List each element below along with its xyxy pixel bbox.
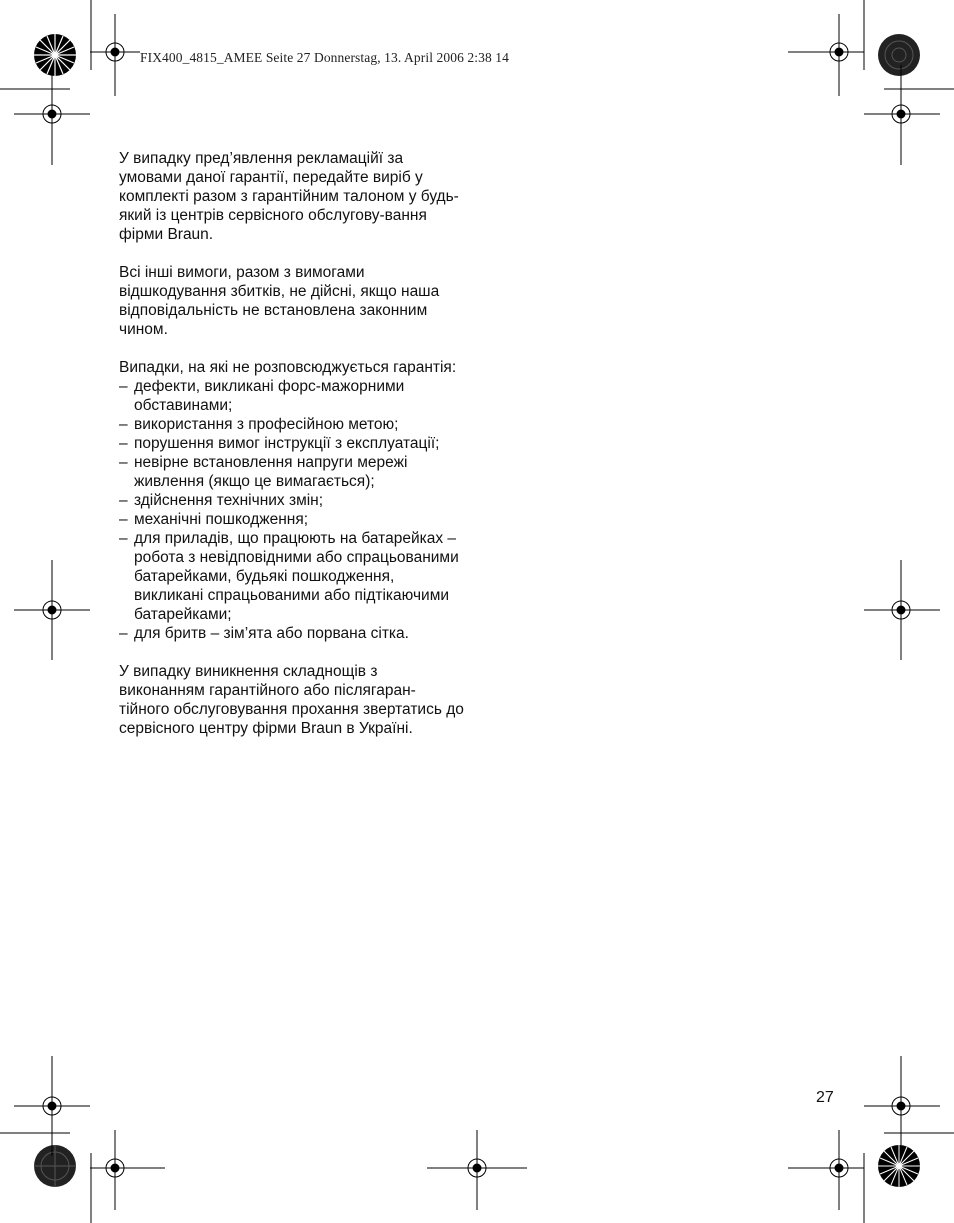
registration-mark	[864, 1056, 940, 1156]
starburst-target-top-right	[878, 34, 920, 76]
starburst-target-top-left	[34, 34, 76, 76]
registration-mark	[14, 65, 90, 165]
list-item: – здійснення технічних змін;	[119, 492, 324, 509]
registration-mark	[90, 14, 140, 96]
registration-mark	[864, 560, 940, 660]
registration-mark	[788, 14, 864, 96]
warranty-text-column	[119, 149, 464, 757]
paragraph-claims: У випадку пред’явлення рекламаційї за умовами даної гарантії, передайте виріб у комплекті разом з гарантійним талоном у будь-який із центрів сервісного обслугову-вання фірми Braun.	[119, 150, 459, 243]
list-item: – невірне встановлення напруги мережі живлення (якщо це вимагається);	[119, 454, 408, 490]
starburst-target-bottom-right	[878, 1145, 920, 1187]
registration-mark	[14, 560, 90, 660]
registration-mark	[14, 1056, 90, 1156]
list-item: – для бритв – зім’ята або порвана сітка.	[119, 625, 409, 642]
registration-mark	[427, 1130, 527, 1210]
registration-mark	[864, 65, 940, 165]
paragraph-other-claims: Всі інші вимоги, разом з вимогами відшкодування збитків, не дійсні, якщо наша відповідальність не встановлена законним чином.	[119, 264, 440, 338]
list-item: – дефекти, викликані форс-мажорними обставинами;	[119, 378, 405, 414]
page-number: 27	[816, 1089, 834, 1106]
registration-mark	[90, 1130, 165, 1210]
list-item: – механічні пошкодження;	[119, 511, 309, 528]
registration-mark	[788, 1130, 864, 1210]
exclusions-list	[119, 377, 464, 643]
list-item: – для приладів, що працюють на батарейках – робота з невідповідними або спрацьованими батарейками, будьякі пошкодження, викликані спрацьованими або підтікаючими батарейками;	[119, 530, 459, 623]
paragraph-exclusions-intro: Випадки, на які не розповсюджується гарантія:	[119, 359, 457, 376]
list-item: – використання з професійною метою;	[119, 416, 399, 433]
print-slug: FIX400_4815_AMEE Seite 27 Donnerstag, 13. April 2006 2:38 14	[140, 50, 509, 65]
paragraph-service-contact: У випадку виникнення складнощів з виконанням гарантійного або післягаран-тійного обслуговування прохання звертатись до сервісного центру фірми Braun в Україні.	[119, 663, 464, 737]
starburst-target-bottom-left	[34, 1145, 76, 1187]
list-item: – порушення вимог інструкції з експлуатації;	[119, 435, 440, 452]
